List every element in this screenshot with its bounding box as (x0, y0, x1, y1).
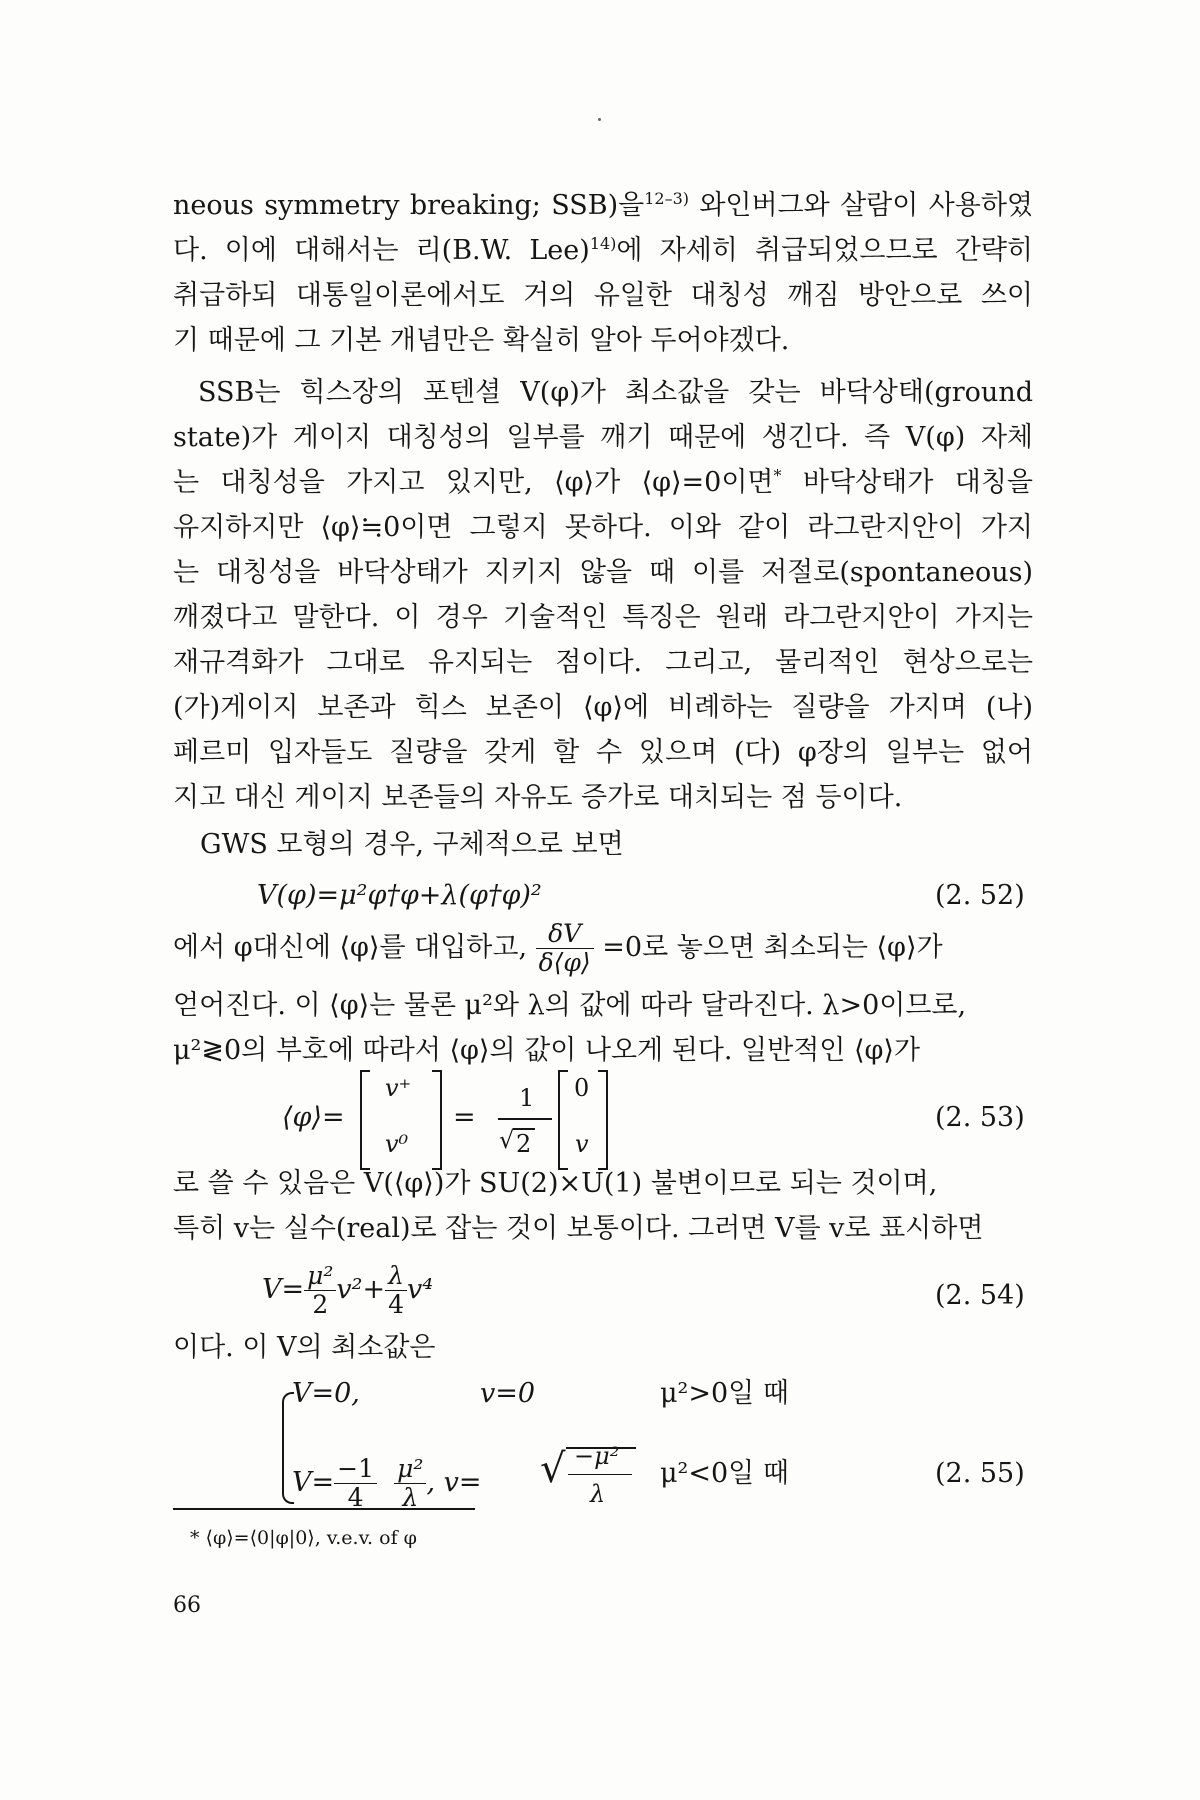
right-bracket (598, 1070, 608, 1170)
text-line-2 (173, 235, 1033, 267)
sqrt-sign: √ (499, 1126, 515, 1154)
left-bracket (558, 1070, 568, 1170)
text-segment: 에 자세히 취급되었으므로 간략히 (616, 235, 1033, 266)
vector-lower: v (575, 1130, 589, 1158)
text-segment: 바닥상태가 대칭을 (802, 467, 1033, 498)
left-bracket (360, 1070, 370, 1170)
text-line-13: 페르미 입자들도 질량을 갖게 할 수 있으며 (다) φ장의 일부는 없어 (173, 737, 1033, 768)
equation-number-2-52: (2. 52) (935, 880, 1025, 911)
text-line-6: state)가 게이지 대칭성의 일부를 깨기 때문에 생긴다. 즉 V(φ) 자체 (173, 422, 1033, 453)
text-line-21: 이다. 이 V의 최소값은 (173, 1332, 436, 1363)
equation-term: v⁴ (407, 1274, 434, 1305)
text-segment: 는 대칭성을 가지고 있지만, ⟨φ⟩가 ⟨φ⟩=0이면 (173, 467, 774, 498)
text-segment: 와인버그와 살람이 사용하였 (699, 190, 1033, 221)
fraction-numerator: μ² (307, 1261, 334, 1290)
equation-term: v²+ (336, 1274, 386, 1305)
text-line-14: 지고 대신 게이지 보존들의 자유도 증가로 대치되는 점 등이다. (173, 782, 903, 813)
fraction-lambda-4 (385, 1262, 407, 1319)
vector-upper: v⁺ (385, 1074, 412, 1102)
equation-2-54 (262, 1262, 433, 1319)
text-line-3: 취급하되 대통일이론에서도 거의 유일한 대칭성 깨짐 방안으로 쓰이 (173, 280, 1033, 311)
text-line-19: 로 쓸 수 있음은 V(⟨φ⟩)가 SU(2)×U(1) 불변이므로 되는 것이며, (173, 1168, 938, 1199)
fraction-numerator: λ (388, 1261, 404, 1290)
fraction-numerator: −1 (337, 1454, 374, 1483)
text-segment: 다. 이에 대해서는 리(B.W. Lee) (173, 235, 590, 266)
fraction-denominator: 4 (385, 1290, 407, 1319)
text-line-4: 기 때문에 그 기본 개념만은 확실히 알아 두어야겠다. (173, 325, 790, 356)
case2-condition: μ²<0일 때 (660, 1458, 789, 1489)
text-line-9: 는 대칭성을 바닥상태가 지키지 않을 때 이를 저절로(spontaneous) (173, 557, 1033, 588)
case2-lhs (292, 1455, 481, 1512)
text-line-15: GWS 모형의 경우, 구체적으로 보면 (200, 829, 624, 860)
fraction-minus1-4 (334, 1455, 377, 1512)
text-line-10: 깨졌다고 말한다. 이 경우 기술적인 특징은 원래 라그란지안이 가지는 (173, 602, 1033, 633)
reference-mark: 12–3) (644, 189, 689, 208)
text-line-17: 얻어진다. 이 ⟨φ⟩는 물론 μ²와 λ의 값에 따라 달라진다. λ>0이므로, (173, 990, 967, 1021)
text-segment: =0로 놓으면 최소되는 ⟨φ⟩가 (602, 932, 943, 963)
right-bracket (432, 1070, 442, 1170)
fraction-bar (498, 1118, 552, 1120)
fraction-denominator: 2 (304, 1290, 336, 1319)
text-line-1 (173, 190, 1033, 222)
equation-number-2-54: (2. 54) (935, 1280, 1025, 1311)
case1-condition: μ²>0일 때 (660, 1378, 789, 1409)
fraction-mu2-lambda (394, 1455, 426, 1512)
fraction-mu2-2 (304, 1262, 336, 1319)
equation-number-2-53: (2. 53) (935, 1102, 1025, 1133)
text-segment: 에서 φ대신에 ⟨φ⟩를 대입하고, (173, 932, 528, 963)
fraction-denominator: λ (394, 1483, 426, 1512)
text-line-5: SSB는 힉스장의 포텐셜 V(φ)가 최소값을 갖는 바닥상태(ground (198, 377, 1033, 408)
footnote-rule (173, 1508, 475, 1510)
fraction-denominator: λ (590, 1480, 606, 1508)
equation-lhs: ⟨φ⟩= (282, 1102, 345, 1133)
fraction-denominator: 4 (334, 1483, 377, 1512)
fraction-numerator: δV (548, 919, 582, 948)
vector-lower: v⁰ (385, 1130, 409, 1158)
text-line-20: 특히 v는 실수(real)로 잡는 것이 보통이다. 그러면 V를 v로 표시하면 (173, 1213, 984, 1244)
equation-term: , v= (426, 1467, 482, 1498)
fraction-numerator: −μ² (574, 1442, 620, 1470)
reference-mark: 14) (589, 234, 617, 253)
text-line-7 (173, 467, 1033, 499)
equation-number-2-55: (2. 55) (935, 1458, 1025, 1489)
text-line-16 (173, 920, 943, 977)
speck (598, 118, 601, 121)
fraction-bar (568, 1474, 632, 1475)
sqrt-radicand: 2 (516, 1130, 532, 1158)
equation-lhs: V= (262, 1274, 305, 1305)
fraction-dV (536, 920, 594, 977)
case1-value: V=0, (292, 1378, 360, 1409)
page-number: 66 (173, 1593, 201, 1618)
vector-upper: 0 (574, 1074, 590, 1102)
text-line-12: (가)게이지 보존과 힉스 보존이 ⟨φ⟩에 비례하는 질량을 가지며 (나) (173, 692, 1033, 723)
sqrt-sign: √ (540, 1446, 566, 1492)
fraction-numerator: 1 (519, 1084, 535, 1112)
fraction-denominator: δ⟨φ⟩ (536, 948, 594, 977)
text-line-11: 재규격화가 그대로 유지되는 점이다. 그리고, 물리적인 현상으로는 (173, 647, 1033, 678)
case1-v: v=0 (480, 1378, 536, 1409)
text-line-8: 유지하지만 ⟨φ⟩≒0이면 그렇지 못하다. 이와 같이 라그란지안이 가지 (173, 512, 1033, 543)
text-segment: neous symmetry breaking; SSB)을 (173, 190, 645, 221)
text-line-18: μ²≷0의 부호에 따라서 ⟨φ⟩의 값이 나오게 된다. 일반적인 ⟨φ⟩가 (173, 1035, 920, 1066)
equation-2-52: V(φ)=μ²φ†φ+λ(φ†φ)² (257, 880, 542, 911)
footnote-mark: * (773, 466, 782, 485)
equation-lhs: V= (292, 1467, 335, 1498)
fraction-numerator: μ² (397, 1454, 424, 1483)
equals-sign: = (453, 1102, 476, 1133)
footnote: * ⟨φ⟩=⟨0|φ|0⟩, v.e.v. of φ (190, 1527, 417, 1549)
